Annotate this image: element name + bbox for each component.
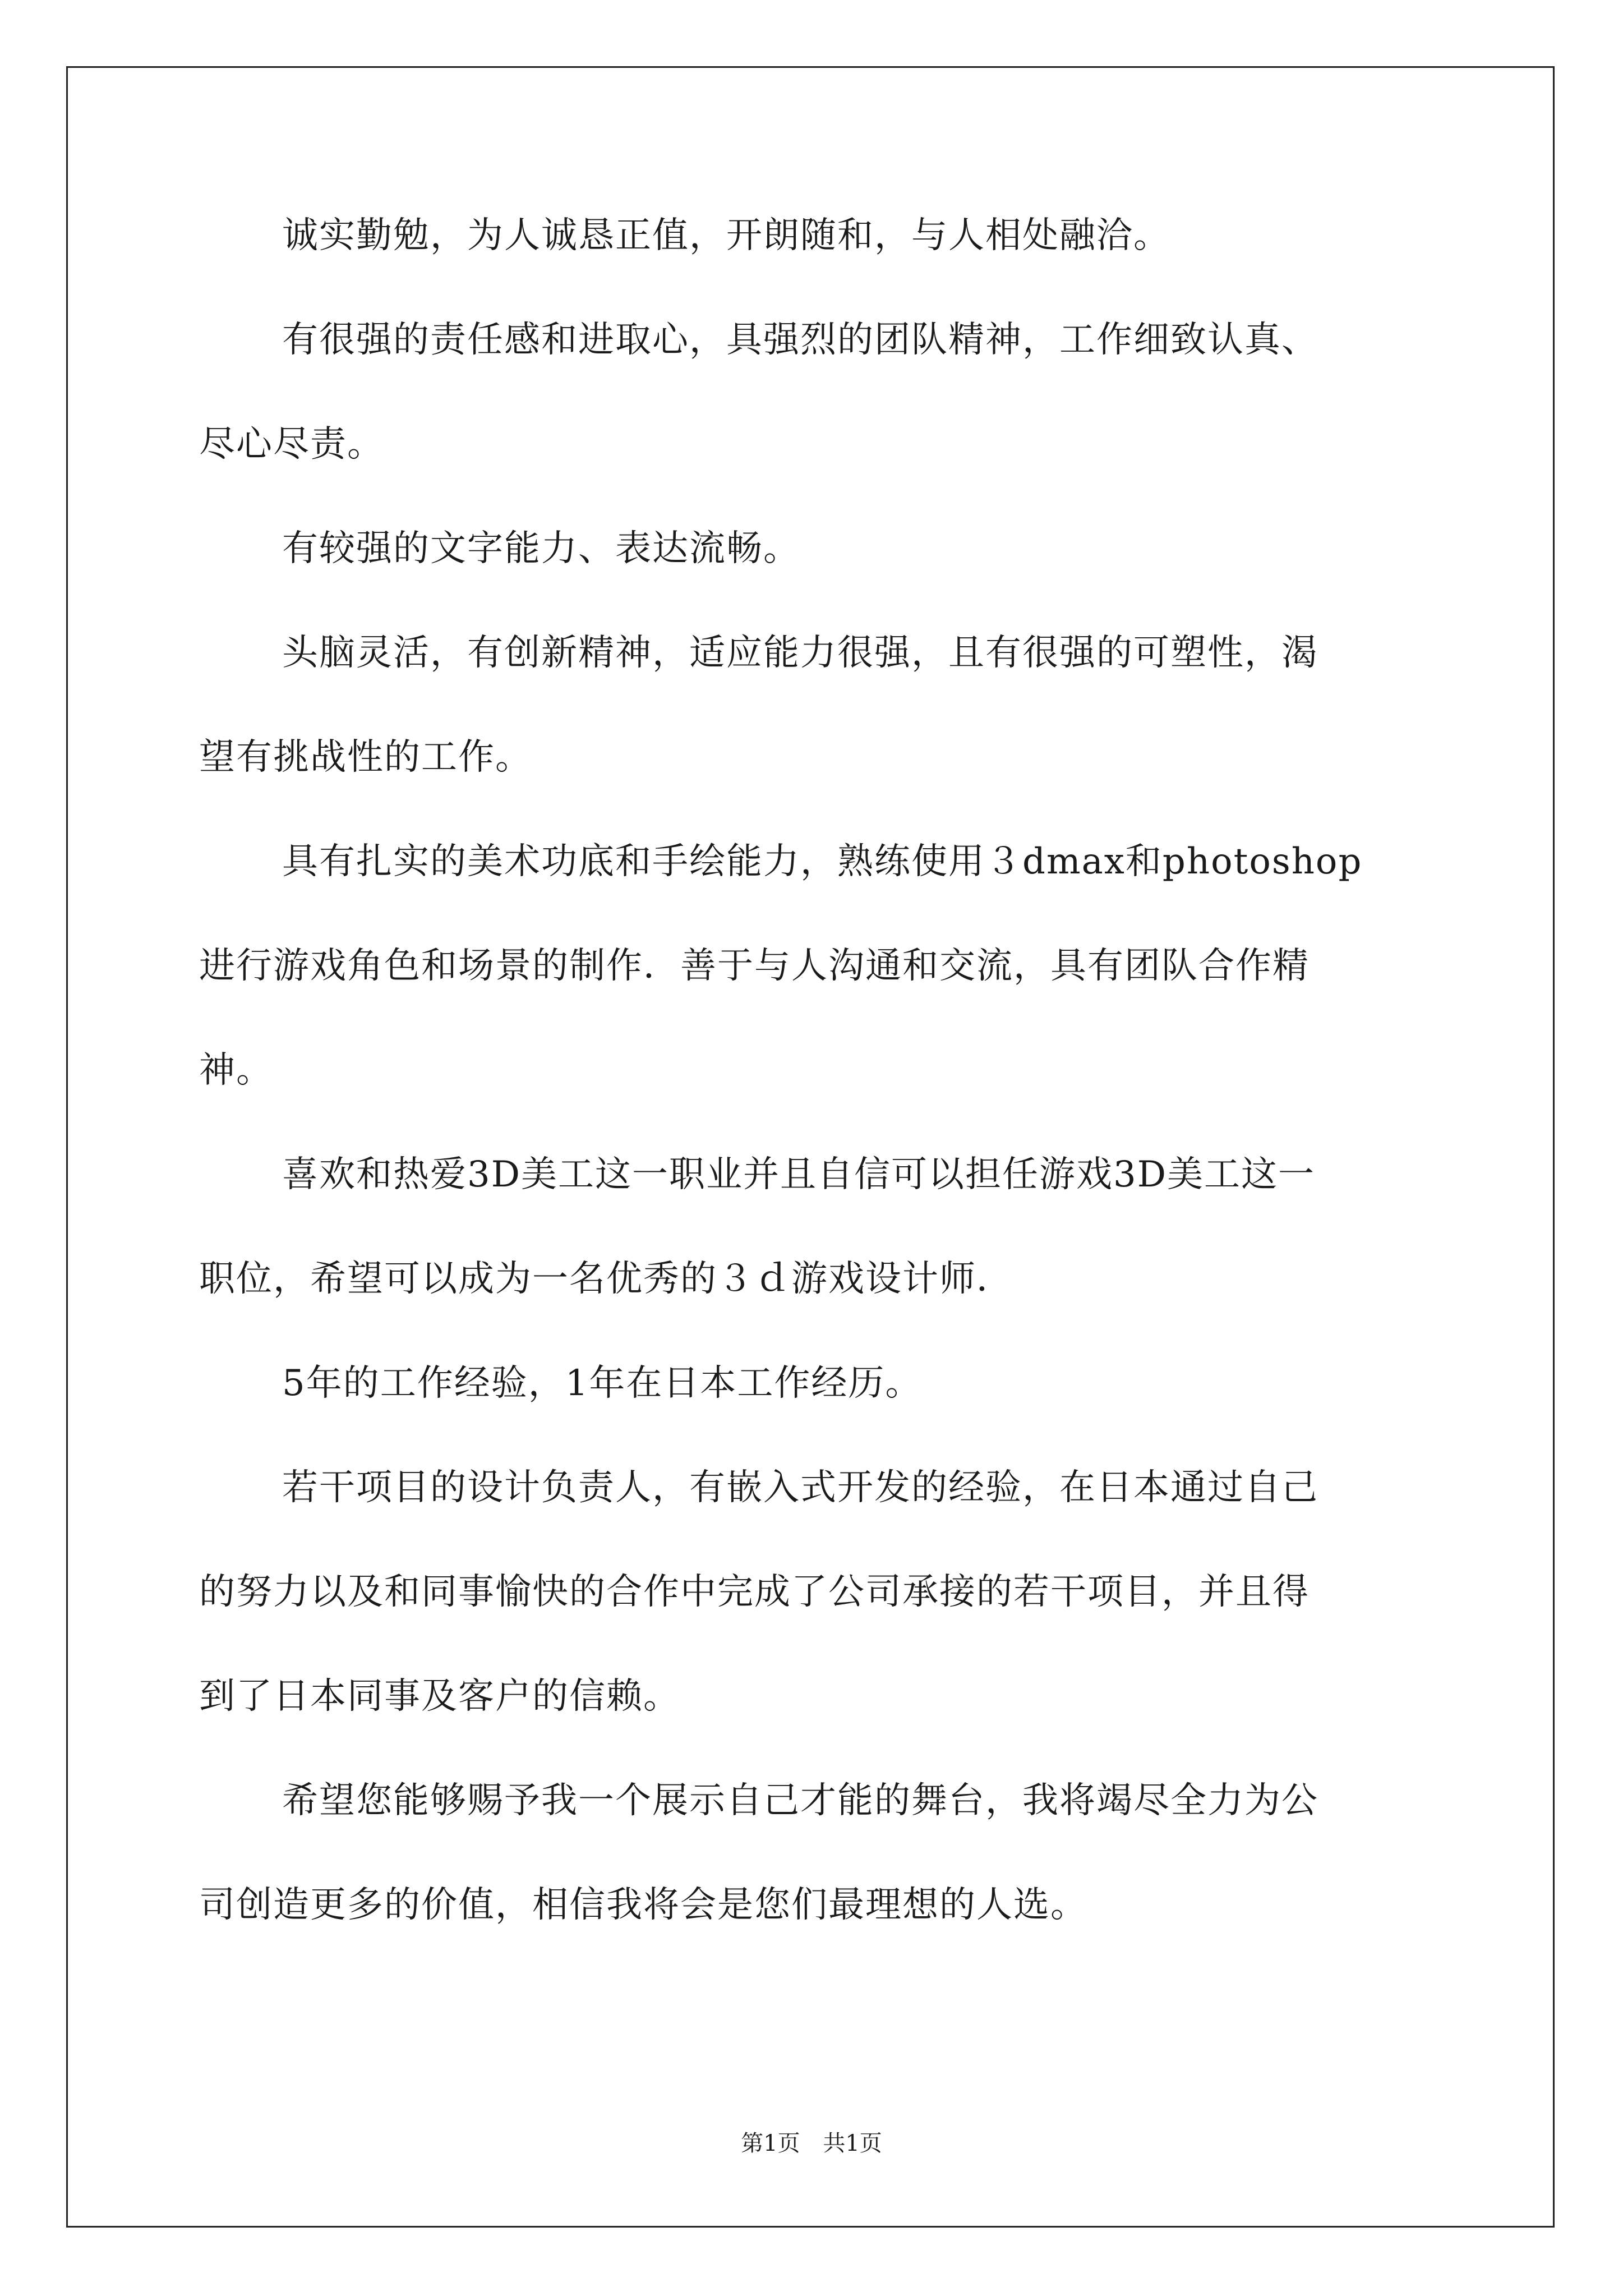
paragraph-5-line-1: 具有扎实的美术功底和手绘能力，熟练使用３dmax和photoshop (282, 841, 1363, 882)
paragraph-3-line-1: 有较强的文字能力、表达流畅。 (282, 528, 800, 569)
paragraph-6-line-1: 喜欢和热爱3D美工这一职业并且自信可以担任游戏3D美工这一 (282, 1154, 1316, 1195)
paragraph-2-line-1: 有很强的责任感和进取心，具强烈的团队精神，工作细致认真、 (282, 319, 1318, 361)
paragraph-1-line-1: 诚实勤勉，为人诚恳正值，开朗随和，与人相处融洽。 (282, 215, 1170, 256)
page-total: 共1页 (823, 2131, 882, 2156)
paragraph-8-line-2: 的努力以及和同事愉快的合作中完成了公司承接的若干项目，并且得 (199, 1571, 1310, 1613)
paragraph-5-line-2: 进行游戏角色和场景的制作．善于与人沟通和交流，具有团队合作精 (199, 945, 1310, 987)
paragraph-7-line-1: 5年的工作经验，1年在日本工作经历。 (282, 1363, 923, 1404)
page-footer (0, 2129, 1623, 2157)
paragraph-6-line-2: 职位，希望可以成为一名优秀的３ｄ游戏设计师． (199, 1258, 1013, 1300)
paragraph-4-line-1: 头脑灵活，有创新精神，适应能力很强，且有很强的可塑性，渴 (282, 632, 1318, 674)
paragraph-9-line-2: 司创造更多的价值，相信我将会是您们最理想的人选。 (199, 1884, 1087, 1926)
paragraph-8-line-3: 到了日本同事及客户的信赖。 (199, 1676, 680, 1717)
paragraph-8-line-1: 若干项目的设计负责人，有嵌入式开发的经验，在日本通过自己 (282, 1467, 1318, 1508)
paragraph-2-line-2: 尽心尽责。 (199, 424, 384, 465)
paragraph-4-line-2: 望有挑战性的工作。 (199, 737, 532, 778)
paragraph-5-line-3: 神。 (199, 1050, 273, 1091)
paragraph-9-line-1: 希望您能够赐予我一个展示自己才能的舞台，我将竭尽全力为公 (282, 1780, 1318, 1821)
page-number: 第1页 (741, 2131, 800, 2156)
